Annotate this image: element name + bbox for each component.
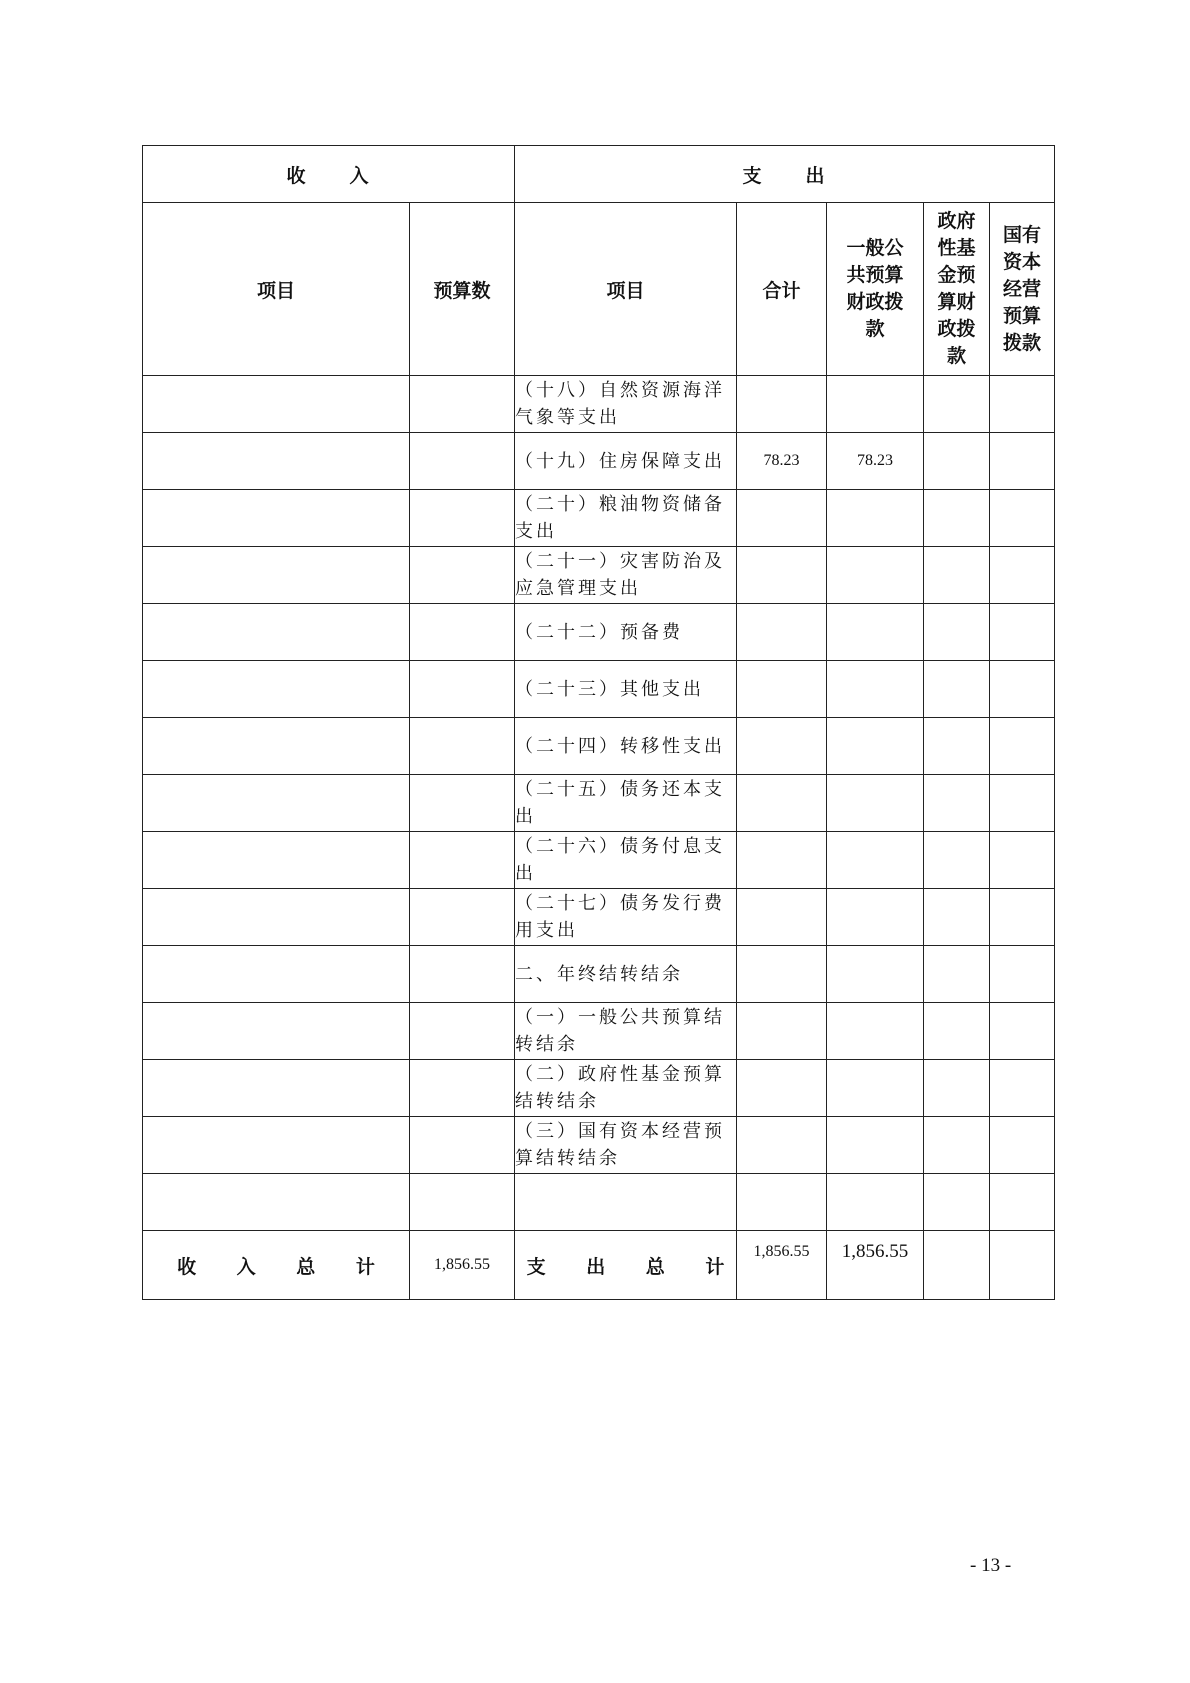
totals-row	[143, 1231, 1055, 1300]
table-row	[143, 775, 1055, 832]
expend-total-cell	[737, 661, 827, 718]
table-row	[143, 832, 1055, 889]
expend-gov-fund-cell	[924, 490, 990, 547]
expend-state-capital-cell	[990, 889, 1055, 946]
col-header-total: 合计	[737, 203, 827, 376]
expend-item-cell: （十九）住房保障支出	[515, 433, 737, 490]
expend-gov-fund-cell	[924, 832, 990, 889]
expend-item-cell: 二、年终结转结余	[515, 946, 737, 1003]
expend-gov-fund-cell	[924, 775, 990, 832]
expend-gov-fund-cell	[924, 718, 990, 775]
expend-gov-fund-cell	[924, 433, 990, 490]
expend-item-cell: （二十二）预备费	[515, 604, 737, 661]
col-header-income-item: 项目	[143, 203, 410, 376]
table-row	[143, 946, 1055, 1003]
income-budget-cell	[410, 604, 515, 661]
expend-general-cell	[827, 1003, 924, 1060]
expend-state-capital-cell	[990, 1117, 1055, 1174]
expend-state-capital-cell	[990, 718, 1055, 775]
expend-state-capital-cell	[990, 1060, 1055, 1117]
income-budget-cell	[410, 1117, 515, 1174]
expend-general-cell	[827, 889, 924, 946]
income-budget-cell	[410, 661, 515, 718]
income-item-cell	[143, 1060, 410, 1117]
expend-item-cell: （二十一）灾害防治及应急管理支出	[515, 547, 737, 604]
expend-general-cell	[827, 604, 924, 661]
expend-item-cell	[515, 1174, 737, 1231]
expend-gov-fund-cell	[924, 604, 990, 661]
expend-general-cell	[827, 718, 924, 775]
expend-general-total-value: 1,856.55	[827, 1231, 924, 1300]
income-item-cell	[143, 718, 410, 775]
expend-total-cell	[737, 1174, 827, 1231]
income-item-cell	[143, 604, 410, 661]
expend-item-cell: （十八）自然资源海洋气象等支出	[515, 376, 737, 433]
table-row	[143, 1003, 1055, 1060]
expend-general-cell: 78.23	[827, 433, 924, 490]
expend-state-capital-cell	[990, 1174, 1055, 1231]
expend-state-capital-total-cell	[990, 1231, 1055, 1300]
expend-gov-fund-cell	[924, 1174, 990, 1231]
income-budget-cell	[410, 832, 515, 889]
budget-table	[142, 145, 1055, 1300]
expend-gov-fund-cell	[924, 1060, 990, 1117]
income-budget-cell	[410, 547, 515, 604]
income-item-cell	[143, 775, 410, 832]
expend-total-cell	[737, 946, 827, 1003]
expend-state-capital-cell	[990, 490, 1055, 547]
table-row	[143, 490, 1055, 547]
expend-gov-fund-cell	[924, 376, 990, 433]
expend-item-cell: （二十六）债务付息支出	[515, 832, 737, 889]
expend-item-cell: （二十）粮油物资储备支出	[515, 490, 737, 547]
expend-item-cell: （二十三）其他支出	[515, 661, 737, 718]
expend-gov-fund-total-cell	[924, 1231, 990, 1300]
income-item-cell	[143, 1174, 410, 1231]
table-row	[143, 1060, 1055, 1117]
income-budget-cell	[410, 889, 515, 946]
expend-general-cell	[827, 946, 924, 1003]
header-row-main	[143, 146, 1055, 203]
expend-total-cell	[737, 775, 827, 832]
expend-state-capital-cell	[990, 661, 1055, 718]
expend-general-cell	[827, 1117, 924, 1174]
income-item-cell	[143, 661, 410, 718]
expend-general-cell	[827, 490, 924, 547]
expend-item-cell: （二十四）转移性支出	[515, 718, 737, 775]
income-item-cell	[143, 490, 410, 547]
income-budget-cell	[410, 490, 515, 547]
income-item-cell	[143, 547, 410, 604]
expend-total-cell	[737, 1003, 827, 1060]
expend-state-capital-cell	[990, 832, 1055, 889]
income-budget-cell	[410, 376, 515, 433]
expend-state-capital-cell	[990, 547, 1055, 604]
table-row	[143, 718, 1055, 775]
expend-state-capital-cell	[990, 946, 1055, 1003]
income-budget-cell	[410, 1060, 515, 1117]
expend-gov-fund-cell	[924, 661, 990, 718]
income-item-cell	[143, 376, 410, 433]
expend-item-cell: （二）政府性基金预算结转结余	[515, 1060, 737, 1117]
expend-total-cell	[737, 376, 827, 433]
expend-general-cell	[827, 1174, 924, 1231]
income-budget-cell	[410, 718, 515, 775]
income-budget-cell	[410, 433, 515, 490]
table-row	[143, 1174, 1055, 1231]
expend-total-value: 1,856.55	[737, 1231, 827, 1300]
expend-total-cell	[737, 718, 827, 775]
expenditure-header: 支 出	[515, 146, 1055, 203]
expend-general-cell	[827, 376, 924, 433]
expend-gov-fund-cell	[924, 547, 990, 604]
expend-total-cell	[737, 889, 827, 946]
income-budget-cell	[410, 1174, 515, 1231]
expend-total-label: 支 出 总 计	[515, 1231, 737, 1300]
income-header: 收 入	[143, 146, 515, 203]
income-item-cell	[143, 433, 410, 490]
income-total-label: 收 入 总 计	[143, 1231, 410, 1300]
expend-total-cell	[737, 1060, 827, 1117]
col-header-state-capital: 国有资本经营预算拨款	[990, 203, 1055, 376]
expend-state-capital-cell	[990, 433, 1055, 490]
expend-total-cell	[737, 490, 827, 547]
income-item-cell	[143, 832, 410, 889]
income-item-cell	[143, 889, 410, 946]
expend-gov-fund-cell	[924, 946, 990, 1003]
income-budget-cell	[410, 775, 515, 832]
expend-item-cell: （三）国有资本经营预算结转结余	[515, 1117, 737, 1174]
income-total-value: 1,856.55	[410, 1231, 515, 1300]
table-row	[143, 376, 1055, 433]
col-header-gov-fund: 政府性基金预算财政拨款	[924, 203, 990, 376]
expend-gov-fund-cell	[924, 1117, 990, 1174]
income-item-cell	[143, 946, 410, 1003]
income-item-cell	[143, 1117, 410, 1174]
expend-general-cell	[827, 832, 924, 889]
expend-state-capital-cell	[990, 604, 1055, 661]
col-header-budget: 预算数	[410, 203, 515, 376]
expend-item-cell: （二十七）债务发行费用支出	[515, 889, 737, 946]
expend-state-capital-cell	[990, 1003, 1055, 1060]
page-number: - 13 -	[970, 1555, 1012, 1576]
expend-total-cell	[737, 1117, 827, 1174]
expend-general-cell	[827, 775, 924, 832]
header-row-columns	[143, 203, 1055, 376]
table-row	[143, 433, 1055, 490]
expend-total-cell	[737, 832, 827, 889]
income-budget-cell	[410, 1003, 515, 1060]
expend-state-capital-cell	[990, 376, 1055, 433]
table-row	[143, 889, 1055, 946]
expend-item-cell: （一）一般公共预算结转结余	[515, 1003, 737, 1060]
expend-state-capital-cell	[990, 775, 1055, 832]
table-row	[143, 1117, 1055, 1174]
income-budget-cell	[410, 946, 515, 1003]
table-row	[143, 604, 1055, 661]
table-row	[143, 661, 1055, 718]
expend-general-cell	[827, 1060, 924, 1117]
col-header-expend-item: 项目	[515, 203, 737, 376]
expend-gov-fund-cell	[924, 889, 990, 946]
expend-general-cell	[827, 661, 924, 718]
expend-total-cell	[737, 604, 827, 661]
col-header-general: 一般公共预算财政拨款	[827, 203, 924, 376]
expend-item-cell: （二十五）债务还本支出	[515, 775, 737, 832]
expend-gov-fund-cell	[924, 1003, 990, 1060]
expend-total-cell	[737, 547, 827, 604]
income-item-cell	[143, 1003, 410, 1060]
expend-total-cell: 78.23	[737, 433, 827, 490]
table-row	[143, 547, 1055, 604]
expend-general-cell	[827, 547, 924, 604]
